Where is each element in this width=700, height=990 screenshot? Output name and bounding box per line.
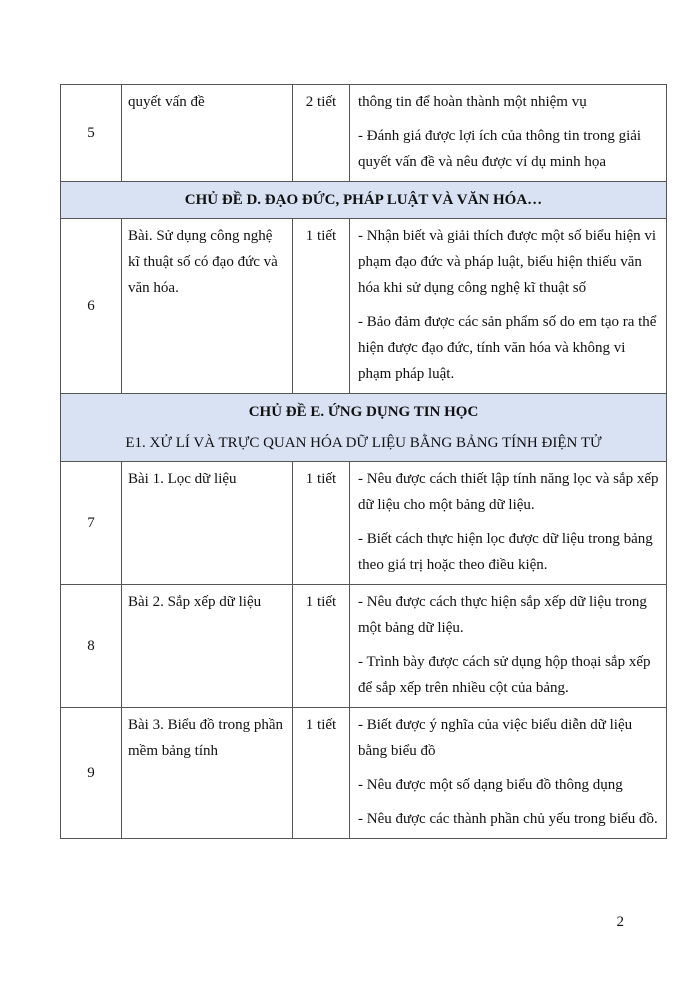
lesson-duration: 1 tiết (293, 219, 350, 394)
objective-item: - Đánh giá được lợi ích của thông tin trong giải quyết vấn đề và nêu được ví dụ minh họa (358, 128, 642, 170)
objective-item: - Biết được ý nghĩa của việc biểu diễn dữ liệu bằng biểu đồ (358, 717, 633, 759)
table-row (61, 585, 667, 708)
lesson-objectives (350, 462, 667, 585)
lesson-duration: 2 tiết (293, 85, 350, 182)
lesson-name: Bài. Sử dụng công nghệ kĩ thuật số có đạo đức và văn hóa. (122, 219, 293, 394)
lesson-number: 6 (61, 219, 122, 394)
page-number: 2 (616, 914, 624, 930)
objective-item: - Trình bày được cách sử dụng hộp thoại sắp xếp để sắp xếp trên nhiều cột của bảng. (358, 654, 651, 696)
objective-item: thông tin để hoàn thành một nhiệm vụ (358, 94, 587, 110)
objective-item: - Biết cách thực hiện lọc được dữ liệu trong bảng theo giá trị hoặc theo điều kiện. (358, 531, 653, 573)
objective-item: - Nêu được một số dạng biểu đồ thông dụng (358, 777, 623, 793)
section-title: CHỦ ĐỀ E. ỨNG DỤNG TIN HỌC (248, 404, 479, 420)
lesson-duration: 1 tiết (293, 585, 350, 708)
section-subtitle: E1. XỬ LÍ VÀ TRỰC QUAN HÓA DỮ LIỆU BẰNG BẢNG TÍNH ĐIỆN TỬ (125, 435, 602, 451)
objective-item: - Nêu được cách thực hiện sắp xếp dữ liệu trong một bảng dữ liệu. (358, 594, 647, 636)
lesson-objectives (350, 585, 667, 708)
lesson-name: Bài 2. Sắp xếp dữ liệu (122, 585, 293, 708)
lesson-name: Bài 1. Lọc dữ liệu (122, 462, 293, 585)
lesson-duration: 1 tiết (293, 708, 350, 839)
table-row (61, 219, 667, 394)
lesson-name: Bài 3. Biểu đồ trong phần mềm bảng tính (122, 708, 293, 839)
lesson-objectives (350, 708, 667, 839)
table-row (61, 708, 667, 839)
lesson-name: quyết vấn đề (122, 85, 293, 182)
lesson-number: 7 (61, 462, 122, 585)
objective-item: - Bảo đảm được các sản phẩm số do em tạo ra thể hiện được đạo đức, tính văn hóa và không vi phạm pháp luật. (358, 314, 657, 382)
section-header-e (61, 394, 667, 462)
lesson-objectives (350, 219, 667, 394)
section-title: CHỦ ĐỀ D. ĐẠO ĐỨC, PHÁP LUẬT VÀ VĂN HÓA… (61, 182, 667, 219)
objective-item: - Nêu được các thành phần chủ yếu trong biểu đồ. (358, 811, 658, 827)
lesson-number: 5 (61, 85, 122, 182)
lesson-duration: 1 tiết (293, 462, 350, 585)
section-title-block (61, 394, 667, 462)
objective-item: - Nêu được cách thiết lập tính năng lọc và sắp xếp dữ liệu cho một bảng dữ liệu. (358, 471, 659, 513)
lesson-number: 9 (61, 708, 122, 839)
section-header-d (61, 182, 667, 219)
lesson-plan-table (60, 84, 667, 839)
lesson-number: 8 (61, 585, 122, 708)
lesson-objectives (350, 85, 667, 182)
table-row (61, 85, 667, 182)
table-row (61, 462, 667, 585)
objective-item: - Nhận biết và giải thích được một số biểu hiện vi phạm đạo đức và pháp luật, biểu hiện thiếu văn hóa khi sử dụng công nghệ kĩ thuật số (358, 228, 657, 296)
